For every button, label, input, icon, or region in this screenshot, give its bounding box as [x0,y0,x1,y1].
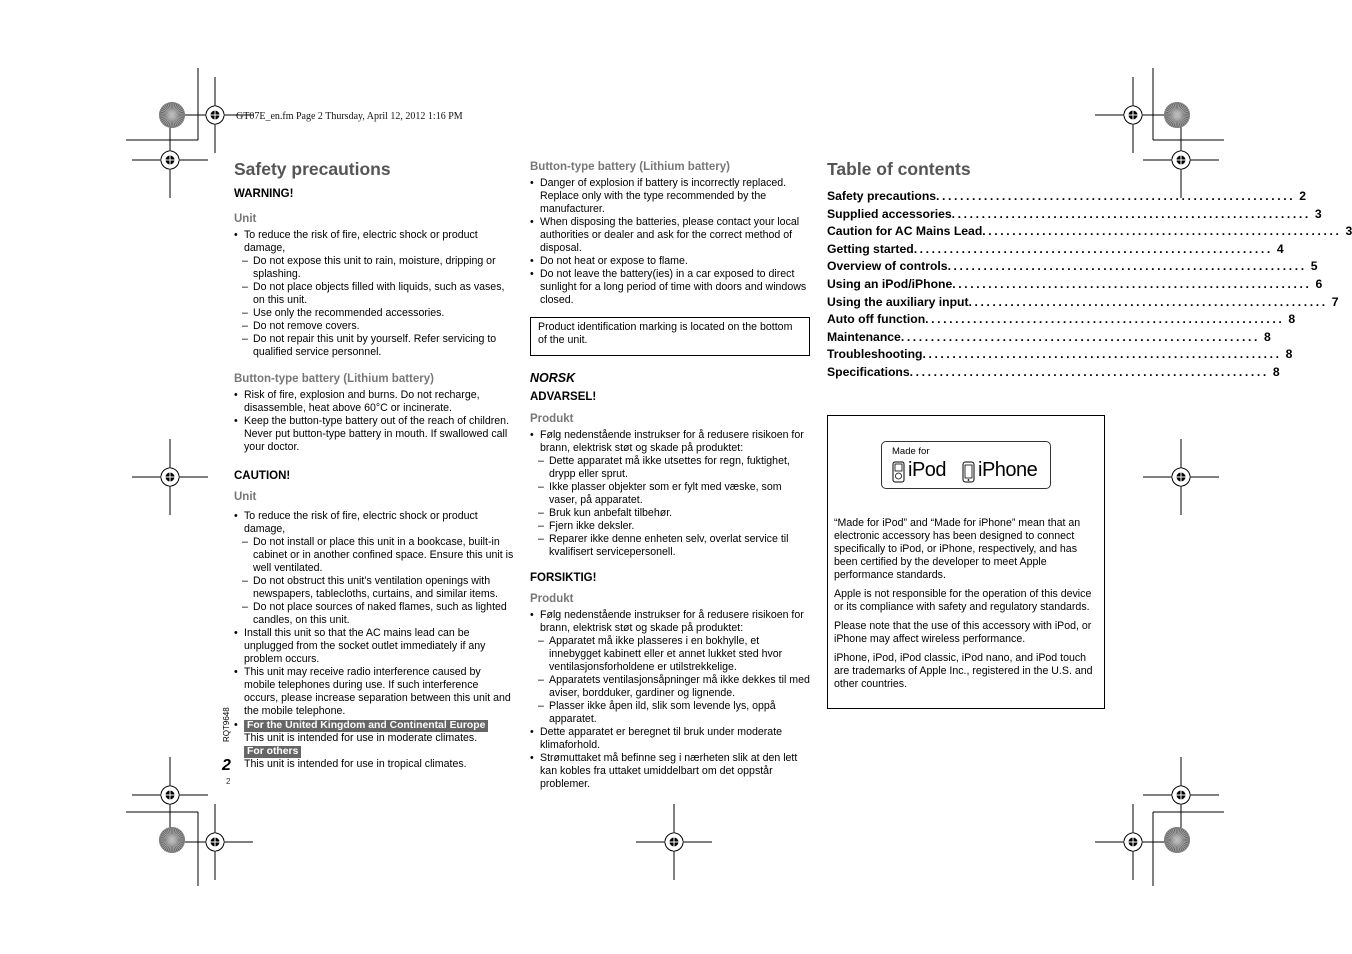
list-item: • Keep the button-type battery out of the reach of children. Never put button-type battery in mouth. If swallowed call your doctor. [234,415,514,454]
toc-entry-page: 8 [1264,329,1271,344]
registration-mark [636,804,712,880]
product-id-note: Product identification marking is located on the bottom of the unit. [530,317,810,356]
sub-list-item: – Use only the recommended accessories. [234,307,514,320]
toc-leader: ............................................................ [947,259,1307,274]
list-item: • To reduce the risk of fire, electric shock or product damage, [234,229,514,255]
toc-entry-page: 5 [1310,259,1318,274]
color-registration-target [1164,827,1190,853]
list-item: • Følg nedenstående instrukser for å redusere risikoen for brann, elektrisk støt og skade på produktet: [530,429,810,455]
page-number: 2 [222,757,231,774]
apple-notice-text [834,517,1102,697]
apple-paragraph: Please note that the use of this accessory with iPod, or iPhone may affect wireless performance. [834,620,1092,645]
toc-leader: ............................................................ [913,241,1273,256]
toc-entry-title: Getting started [827,241,914,256]
battery-norsk-column [530,158,810,791]
registration-mark [132,122,208,198]
toc-list [827,188,1352,382]
list-item: • Strømuttaket må befinne seg i nærheten slik at den lett kan kobles fra uttaket umiddelbart om det oppstår problemer. [530,752,810,791]
list-item: • Dette apparatet er beregnet til bruk under moderate klimaforhold. [530,726,810,752]
registration-mark [1143,439,1219,515]
list-item: • Do not leave the battery(ies) in a car exposed to direct sunlight for a long period of time with doors and windows closed. [530,268,810,307]
toc-leader: ............................................................ [982,224,1342,239]
sub-list-item: – Plasser ikke åpen ild, slik som levende lys, oppå apparatet. [530,700,810,726]
toc-entry-title: Safety precautions [827,189,937,203]
list-item: • Install this unit so that the AC mains lead can be unplugged from the socket outlet immediately if any problem occurs. [234,627,514,666]
sub-list-item: – Do not place objects filled with liquids, such as vases, on this unit. [234,281,514,307]
list-item: • To reduce the risk of fire, electric shock or product damage, [234,510,514,536]
made-for-ipod-iphone-logo [881,441,1051,489]
toc-entry-page: 8 [1272,364,1280,379]
toc-leader: ............................................................ [951,206,1311,221]
caution-label: CAUTION! [234,470,291,482]
sub-list-item: – Dette apparatet må ikke utsettes for regn, fuktighet, drypp eller sprut. [530,455,810,481]
warning-label: WARNING! [234,188,294,200]
toc-leader: ............................................................ [952,276,1312,291]
page-number-small: 2 [226,777,231,786]
region-uk-item [234,719,514,732]
toc-entry-page: 2 [1299,189,1306,203]
sub-list-item: – Do not place sources of naked flames, such as lighted candles, on this unit. [234,601,514,627]
toc-entry[interactable] [827,188,1306,206]
sub-list-item: – Fjern ikke deksler. [530,520,810,533]
safety-column [234,158,514,771]
toc-entry[interactable] [827,329,1271,347]
toc-leader: ............................................................ [968,294,1328,309]
toc-entry-title: Supplied accessories [827,206,952,221]
toc-entry[interactable] [827,223,1352,241]
registration-mark [177,804,253,880]
sub-list-item: – Do not expose this unit to rain, moisture, dripping or splashing. [234,255,514,281]
produkt2-label: Produkt [530,593,574,605]
toc-entry[interactable] [827,206,1322,224]
list-item: • Do not heat or expose to flame. [530,255,810,268]
registration-mark [1095,804,1171,880]
toc-entry[interactable] [827,294,1339,312]
toc-entry[interactable] [827,241,1284,259]
apple-paragraph: “Made for iPod” and “Made for iPhone” mean that an electronic accessory has been designed to connect specifically to iPod, or iPhone, respectively, and has been certified by the developer to meet Apple performance standards. [834,517,1081,581]
toc-entry[interactable] [827,311,1296,329]
toc-leader: ............................................................ [909,364,1269,379]
region-others-badge: For others [244,746,301,758]
toc-entry-title: Caution for AC Mains Lead [827,224,983,239]
registration-mark [1095,77,1171,153]
apple-notice-box [827,415,1105,709]
toc-entry-page: 3 [1345,224,1352,239]
toc-column [827,158,1352,382]
toc-entry[interactable] [827,258,1318,276]
toc-leader: ............................................................ [900,329,1260,344]
iphone-device-icon [962,461,975,483]
toc-entry-page: 8 [1285,347,1293,362]
toc-entry[interactable] [827,364,1280,382]
registration-mark [132,757,208,833]
advarsel-label: ADVARSEL! [530,391,597,403]
battery-list [234,389,514,454]
list-item: • Danger of explosion if battery is incorrectly replaced. Replace only with the type recommended by the manufacturer. [530,177,810,216]
region-uk-text: This unit is intended for use in moderate climates. [244,732,478,744]
battery2-label: Button-type battery (Lithium battery) [530,161,730,173]
sub-list-item: – Do not remove covers. [234,320,514,333]
produkt-label: Produkt [530,413,574,425]
toc-entry-title: Overview of controls [827,259,948,274]
registration-mark [1143,757,1219,833]
produkt2-list [530,609,810,791]
iphone-text: iPhone [978,459,1038,481]
toc-leader: ............................................................ [936,189,1296,203]
list-item: • Risk of fire, explosion and burns. Do not recharge, disassemble, heat above 60°C or incinerate. [234,389,514,415]
color-registration-target [1164,102,1190,128]
safety-title: Safety precautions [234,159,391,179]
toc-leader: ............................................................ [922,347,1282,362]
region-others-text: This unit is intended for use in tropical climates. [244,758,467,770]
sub-list-item: – Apparatet må ikke plasseres i en bokhylle, et innebygget kabinett eller et annet lukket sted hvor ventilasjonsforholdene er utilstrekkelige. [530,635,810,674]
toc-entry[interactable] [827,276,1323,294]
ipod-device-icon [892,461,905,483]
ipod-text: iPod [908,459,947,481]
toc-entry-page: 8 [1288,312,1296,327]
unit-list [234,229,514,359]
sub-list-item: – Bruk kun anbefalt tilbehør. [530,507,810,520]
apple-paragraph: Apple is not responsible for the operation of this device or its compliance with safety and regulatory standards. [834,588,1092,613]
unit-label: Unit [234,213,257,225]
forsiktig-label: FORSIKTIG! [530,572,597,584]
toc-entry-title: Auto off function [827,312,926,327]
sub-list-item: – Ikke plasser objekter som er fylt med væske, som vaser, på apparatet. [530,481,810,507]
sub-list-item: – Apparatets ventilasjonsåpninger må ikke dekkes til med aviser, bordduker, gardiner og lignende. [530,674,810,700]
unit2-list [234,510,514,718]
color-registration-target [159,102,185,128]
color-registration-target [159,827,185,853]
toc-leader: ............................................................ [925,312,1285,327]
sub-list-item: – Do not install or place this unit in a bookcase, built-in cabinet or in another confined space. Ensure this unit is well ventilated. [234,536,514,575]
region-uk-badge: For the United Kingdom and Continental Europe [244,720,488,732]
toc-entry-title: Specifications [827,364,910,379]
toc-entry-page: 3 [1314,206,1322,221]
list-item: • When disposing the batteries, please contact your local authorities or dealer and ask for the correct method of disposal. [530,216,810,255]
sub-list-item: – Do not repair this unit by yourself. Refer servicing to qualified service personnel. [234,333,514,359]
toc-entry-title: Troubleshooting [827,347,923,362]
document-code: RQT9648 [222,707,231,742]
toc-title: Table of contents [827,159,971,179]
registration-mark [1143,122,1219,198]
norsk-title: NORSK [530,371,576,385]
sub-list-item: – Do not obstruct this unit’s ventilation openings with newspapers, tablecloths, curtains, and similar items. [234,575,514,601]
toc-entry-title: Maintenance [827,329,901,344]
sub-list-item: – Reparer ikke denne enheten selv, overlat service til kvalifisert servicepersonell. [530,533,810,559]
battery2-list [530,177,810,307]
list-item: • Følg nedenstående instrukser for å redusere risikoen for brann, elektrisk støt og skade på produktet: [530,609,810,635]
toc-entry[interactable] [827,346,1293,364]
unit2-label: Unit [234,491,257,503]
toc-entry-page: 7 [1331,294,1339,309]
toc-entry-page: 6 [1315,276,1323,291]
toc-entry-title: Using an iPod/iPhone [827,276,953,291]
toc-entry-page: 4 [1276,241,1284,256]
list-item: • This unit may receive radio interference caused by mobile telephones during use. If such interference occurs, please increase separation between this unit and the mobile telephone. [234,666,514,718]
toc-entry-title: Using the auxiliary input [827,294,969,309]
file-header: GT07E_en.fm Page 2 Thursday, April 12, 2012 1:16 PM [236,111,463,122]
apple-paragraph: iPhone, iPod, iPod classic, iPod nano, and iPod touch are trademarks of Apple Inc., registered in the U.S. and other countries. [834,652,1093,690]
battery-label: Button-type battery (Lithium battery) [234,373,434,385]
produkt-list [530,429,810,559]
registration-mark [132,439,208,515]
made-for-text: Made for [892,446,930,457]
